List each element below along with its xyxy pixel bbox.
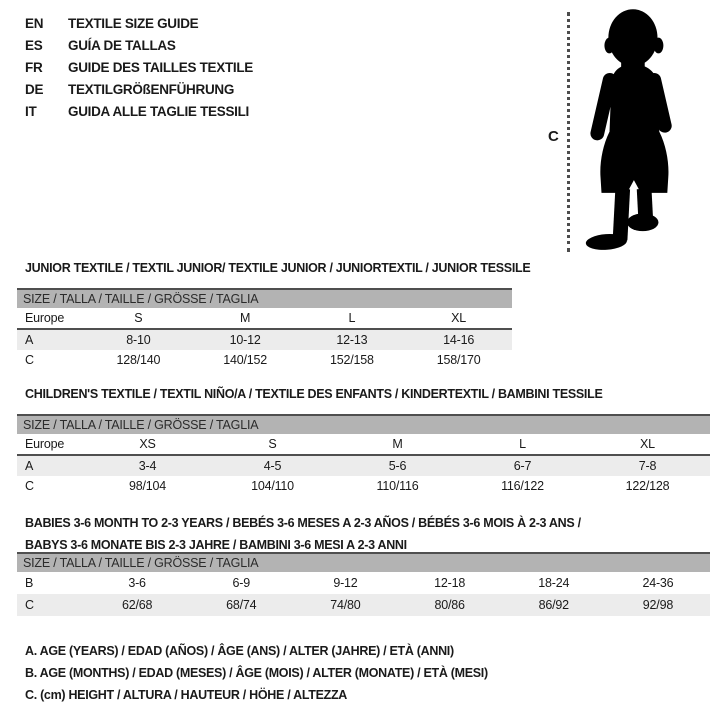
toddler-ear-left	[604, 38, 614, 54]
language-title: TEXTILGRÖßENFÜHRUNG	[68, 81, 235, 97]
language-code: EN	[25, 16, 44, 32]
language-code: ES	[25, 38, 43, 54]
size-cell: 86/92	[538, 598, 569, 612]
size-cell: 140/152	[223, 353, 268, 367]
language-title: GUIDA ALLE TAGLIE TESSILI	[68, 103, 249, 119]
language-code: FR	[25, 59, 43, 75]
size-cell: 10-12	[229, 333, 261, 347]
size-cell: 6-7	[513, 459, 532, 473]
language-code: DE	[25, 81, 44, 97]
size-cell: 24-36	[642, 576, 674, 590]
row-label: C	[25, 353, 34, 367]
size-cell: L	[519, 437, 526, 451]
size-cell: 62/68	[121, 598, 153, 612]
language-row	[25, 57, 253, 79]
babies-size-table	[17, 552, 710, 616]
size-cell: 5-6	[388, 459, 407, 473]
language-list	[25, 13, 253, 122]
size-cell: 158/170	[436, 353, 481, 367]
toddler-ear-right	[654, 38, 664, 54]
language-row	[25, 78, 253, 100]
footnote-a: A. AGE (YEARS) / EDAD (AÑOS) / ÂGE (ANS) / ALTER (JAHRE) / ETÀ (ANNI)	[25, 644, 454, 658]
language-row	[25, 35, 253, 57]
table-row-europe	[17, 434, 710, 454]
size-cell: 80/86	[434, 598, 465, 612]
size-cell: 110/116	[376, 479, 419, 493]
footnote-b: B. AGE (MONTHS) / EDAD (MESES) / ÂGE (MOIS) / ALTER (MONATE) / ETÀ (MESI)	[25, 666, 488, 681]
size-cell: 104/110	[251, 479, 294, 493]
size-cell: M	[240, 311, 251, 325]
size-cell: 12-13	[336, 333, 368, 347]
table-row-europe	[17, 308, 512, 328]
row-label: C	[25, 479, 34, 493]
size-cell: L	[348, 311, 356, 325]
footnotes	[25, 640, 488, 707]
section-title-babies	[25, 513, 581, 556]
size-cell: 128/140	[116, 353, 161, 367]
size-cell: 122/128	[625, 479, 670, 493]
row-label: B	[25, 576, 34, 590]
section-title-babies-line2: BABYS 3-6 MONATE BIS 2-3 JAHRE / BAMBINI 3-6 MESI A 2-3 ANNI	[25, 537, 407, 552]
size-cell: 12-18	[434, 576, 466, 590]
language-title: TEXTILE SIZE GUIDE	[68, 16, 199, 32]
section-title-babies-line1: BABIES 3-6 MONTH TO 2-3 YEARS / BEBÉS 3-6 MESES A 2-3 AÑOS / BÉBÉS 3-6 MOIS À 2-3 ANS /	[25, 516, 581, 530]
children-size-table	[17, 414, 710, 496]
row-label: Europe	[25, 437, 65, 451]
table-row-a	[17, 456, 710, 476]
footnote-c: C. (cm) HEIGHT / ALTURA / HAUTEUR / HÖHE / ALTEZZA	[25, 688, 348, 703]
size-cell: M	[392, 437, 403, 451]
height-dotted-line	[567, 12, 570, 252]
table-row-b	[17, 572, 710, 594]
section-title-children: CHILDREN'S TEXTILE / TEXTIL NIÑO/A / TEXTILE DES ENFANTS / KINDERTEXTIL / BAMBINI TESSILE	[25, 387, 603, 401]
table-header-bar: SIZE / TALLA / TAILLE / GRÖSSE / TAGLIA	[17, 416, 710, 434]
toddler-silhouette-image	[574, 8, 684, 252]
language-row	[25, 100, 253, 122]
size-cell: 98/104	[128, 479, 167, 493]
size-cell: 3-6	[128, 576, 146, 590]
table-row-c	[17, 476, 710, 496]
language-title: GUÍA DE TALLAS	[68, 38, 176, 54]
language-code: IT	[25, 103, 37, 119]
row-label: A	[25, 459, 34, 473]
size-cell: S	[268, 437, 277, 451]
size-cell: 116/122	[501, 479, 544, 493]
table-row-c	[17, 350, 512, 370]
height-marker-label: C	[548, 128, 559, 145]
size-cell: 152/158	[329, 353, 374, 367]
size-cell: XL	[640, 437, 655, 451]
language-title: GUIDE DES TAILLES TEXTILE	[68, 59, 254, 75]
size-cell: S	[134, 311, 143, 325]
size-cell: 68/74	[226, 598, 257, 612]
size-cell: 8-10	[126, 333, 151, 347]
size-cell: 74/80	[330, 598, 361, 612]
size-cell: 6-9	[232, 576, 250, 590]
size-cell: 7-8	[638, 459, 657, 473]
table-row-a	[17, 330, 512, 350]
size-cell: 14-16	[443, 333, 475, 347]
row-label: Europe	[25, 311, 65, 325]
size-cell: 92/98	[642, 598, 674, 612]
size-cell: 9-12	[333, 576, 358, 590]
section-title-junior: JUNIOR TEXTILE / TEXTIL JUNIOR/ TEXTILE JUNIOR / JUNIORTEXTIL / JUNIOR TESSILE	[25, 261, 531, 275]
table-row-c	[17, 594, 710, 616]
table-header-bar: SIZE / TALLA / TAILLE / GRÖSSE / TAGLIA	[17, 290, 512, 308]
size-cell: XS	[139, 437, 156, 451]
size-cell: 18-24	[538, 576, 570, 590]
size-cell: XL	[451, 311, 467, 325]
size-cell: 3-4	[138, 459, 157, 473]
junior-size-table	[17, 288, 512, 370]
table-header-bar: SIZE / TALLA / TAILLE / GRÖSSE / TAGLIA	[17, 554, 710, 572]
row-label: A	[25, 333, 34, 347]
size-cell: 4-5	[263, 459, 282, 473]
language-row	[25, 13, 253, 35]
row-label: C	[25, 598, 34, 612]
